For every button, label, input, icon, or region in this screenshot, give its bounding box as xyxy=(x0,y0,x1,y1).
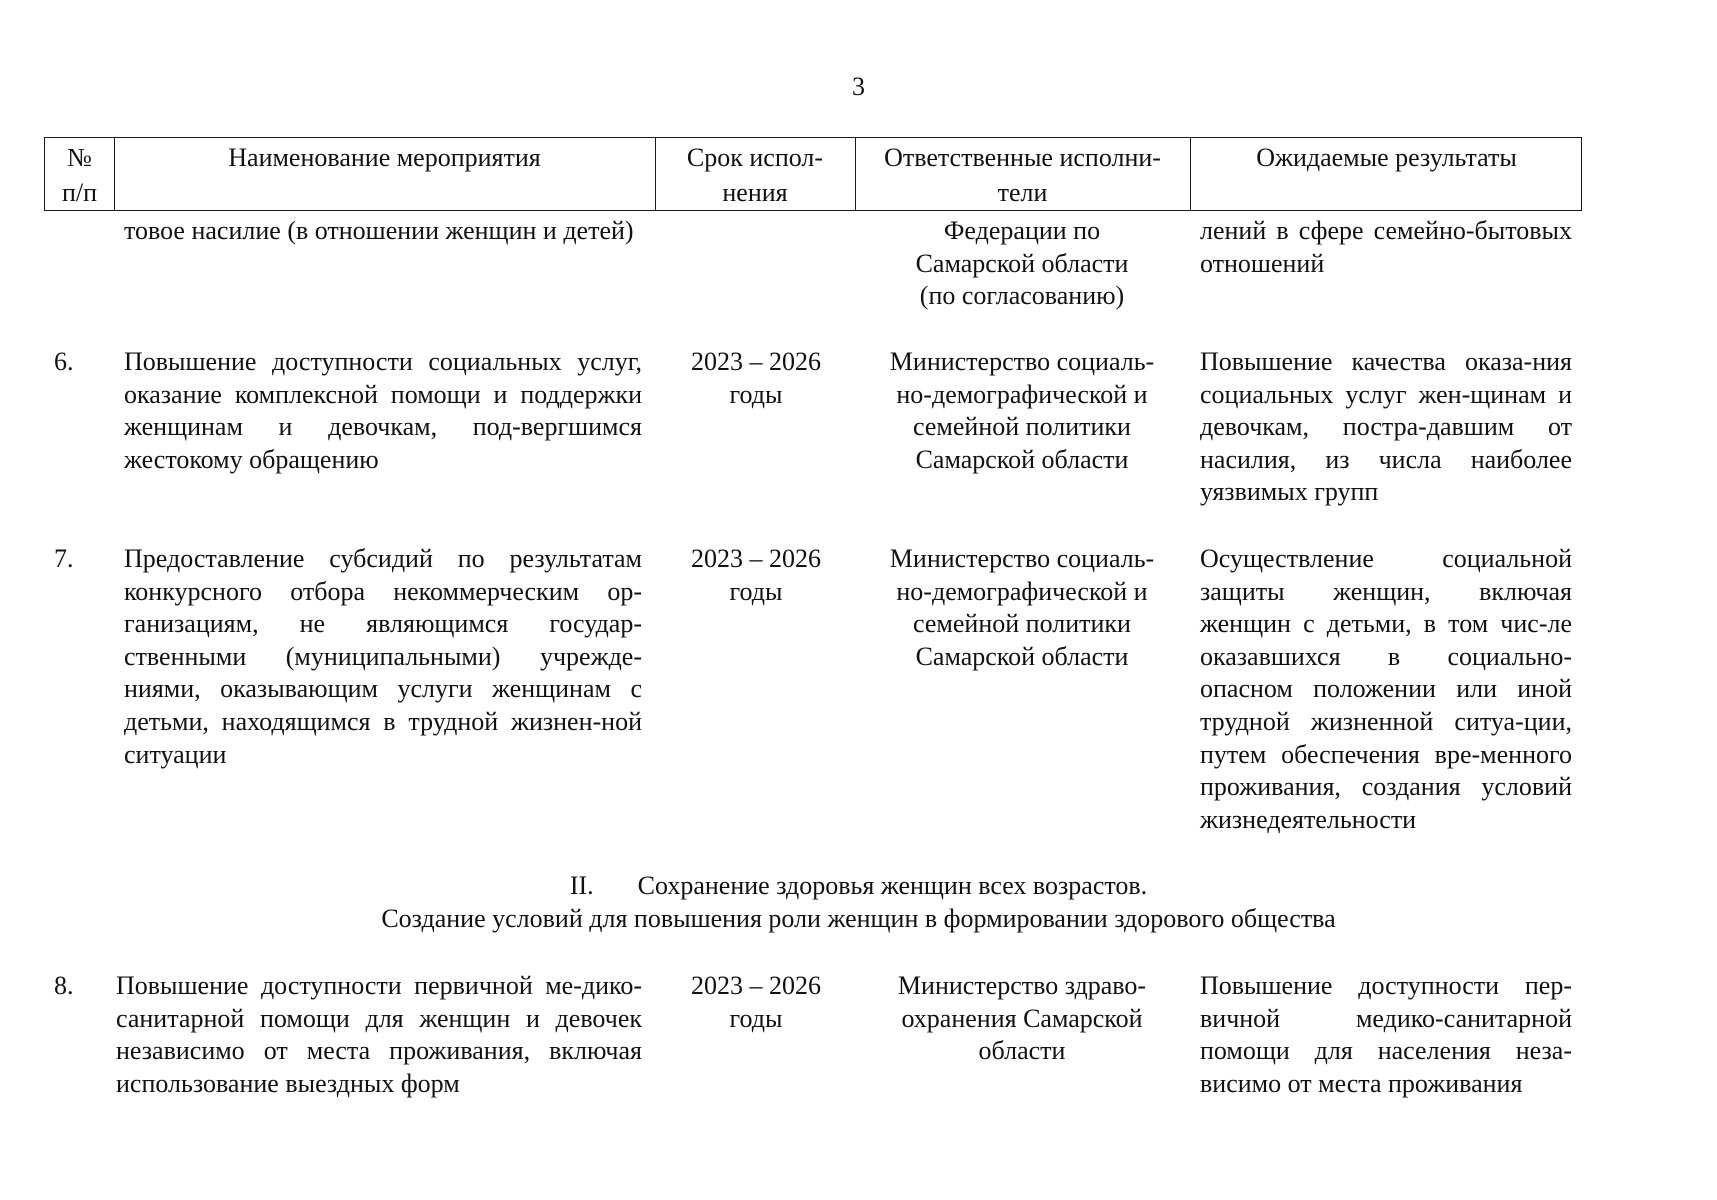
section-title-line1: Сохранение здоровья женщин всех возрастов. xyxy=(637,871,1148,900)
section-title-line2: Создание условий для повышения роли женщин в формировании здорового общества xyxy=(381,904,1336,933)
row-6-responsible: Министерство социаль- но-демографической и семейной политики Самарской области xyxy=(889,347,1155,474)
row-8-num: 8. xyxy=(54,971,74,1000)
page-number: 3 xyxy=(852,72,865,101)
row-8-results: Повышение доступности пер-вичной медико-санитарной помощи для населения неза-висимо от места проживания xyxy=(1200,971,1572,1098)
header-results: Ожидаемые результаты xyxy=(1256,143,1517,172)
row-6-results: Повышение качества оказа-ния социальных услуг жен-щинам и девочкам, постра-давшим от насилия, из числа наиболее уязвимых групп xyxy=(1200,347,1572,507)
row-cont-results: лений в сфере семейно-бытовых отношений xyxy=(1200,216,1572,278)
section-heading-line1 xyxy=(0,870,1717,903)
table-header xyxy=(44,137,1582,211)
header-num xyxy=(45,138,114,210)
header-responsible-label: Ответственные исполни- тели xyxy=(884,143,1161,207)
row-cont-name: товое насилие (в отношении женщин и детей) xyxy=(124,216,634,245)
row-6-name: Повышение доступности социальных услуг, оказание комплексной помощи и поддержки женщинам и девочкам, под-вергшимся жестокому обращению xyxy=(124,347,642,474)
row-8-term: 2023 – 2026 годы xyxy=(691,971,821,1033)
header-term-label: Срок испол- нения xyxy=(686,143,824,207)
header-term xyxy=(655,138,855,210)
row-8-responsible: Министерство здраво- охранения Самарской области xyxy=(897,971,1147,1066)
header-num-label: № п/п xyxy=(61,143,98,207)
row-8-name: Повышение доступности первичной ме-дико-санитарной помощи для женщин и девочек независимо от места проживания, включая использование выездных форм xyxy=(116,971,642,1098)
row-7-responsible: Министерство социаль- но-демографической и семейной политики Самарской области xyxy=(889,544,1155,671)
row-6-num: 6. xyxy=(54,347,74,376)
row-7-num: 7. xyxy=(54,544,74,573)
header-responsible xyxy=(855,138,1190,210)
row-7-term: 2023 – 2026 годы xyxy=(691,544,821,606)
row-7-name: Предоставление субсидий по результатам конкурсного отбора некоммерческим ор-ганизациям, не являющимся государ-ственными (муниципальными) учрежде-ниями, оказывающим услуги женщинам с детьми, находящимся в трудной жизнен-ной ситуации xyxy=(124,544,642,769)
row-6-term: 2023 – 2026 годы xyxy=(691,347,821,409)
header-name: Наименование мероприятия xyxy=(228,143,541,172)
row-7-results: Осуществление социальной защиты женщин, включая женщин с детьми, в том чис-ле оказавшихся в социально-опасном положении или иной трудной жизненной ситуа-ции, путем обеспечения вре-менного проживания, создания условий жизнедеятельности xyxy=(1200,544,1572,834)
section-number: II. xyxy=(569,871,594,900)
row-cont-responsible: Федерации по Самарской области (по согласованию) xyxy=(915,216,1129,311)
